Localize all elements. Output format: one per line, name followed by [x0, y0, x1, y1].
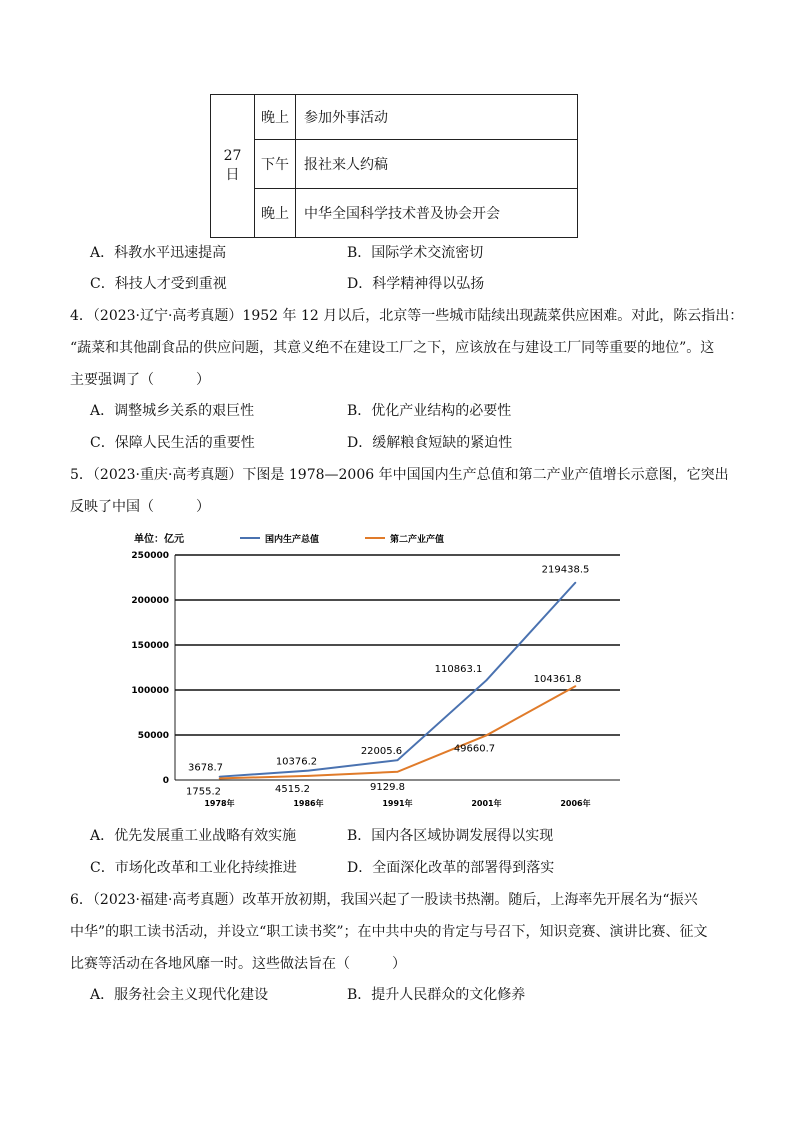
- q4-option-b[interactable]: B．优化产业结构的必要性: [347, 403, 512, 419]
- time-cell: 晚上: [255, 189, 296, 238]
- table-row: [211, 189, 578, 238]
- q3-option-b[interactable]: B．国际学术交流密切: [347, 245, 484, 261]
- q6-option-a[interactable]: A．服务社会主义现代化建设: [90, 987, 269, 1003]
- data-label: 3678.7: [188, 762, 223, 774]
- time-cell: 晚上: [255, 95, 296, 140]
- data-point: [219, 778, 221, 780]
- q3-option-c[interactable]: C．科技人才受到重视: [90, 276, 227, 292]
- q5-option-a[interactable]: A．优先发展重工业战略有效实施: [90, 828, 297, 844]
- q6-stem-line3: 比赛等活动在各地风靡一时。这些做法旨在（ ）: [70, 956, 406, 972]
- data-label: 9129.8: [370, 781, 405, 793]
- q4-option-d[interactable]: D．缓解粮食短缺的紧迫性: [347, 435, 513, 451]
- chart-svg: [120, 520, 640, 820]
- y-tick-label: 0: [162, 776, 169, 786]
- gdp-chart: [120, 520, 640, 820]
- data-label: 219438.5: [541, 564, 590, 576]
- data-point: [486, 679, 488, 681]
- table-row: [211, 95, 578, 140]
- q4-stem-line1: 4．（2023·辽宁·高考真题）1952 年 12 月以后，北京等一些城市陆续出现蔬菜供应困难。对此，陈云指出：: [70, 308, 744, 324]
- q5-option-c[interactable]: C．市场化改革和工业化持续推进: [90, 860, 297, 876]
- x-tick-label: 2001年: [471, 799, 502, 808]
- schedule-table: [210, 94, 578, 238]
- q6-stem-line2: 中华”的职工读书活动，并设立“职工读书奖”；在中共中央的肯定与号召下，知识竞赛、演讲比赛、征文: [70, 924, 708, 940]
- time-cell: 下午: [255, 140, 296, 189]
- q4-stem-line3: 主要强调了（ ）: [70, 372, 210, 388]
- data-point: [308, 775, 310, 777]
- data-point: [308, 770, 310, 772]
- q4-option-a[interactable]: A．调整城乡关系的艰巨性: [90, 403, 255, 419]
- data-label: 22005.6: [360, 746, 403, 758]
- q3-option-a[interactable]: A．科教水平迅速提高: [90, 245, 227, 261]
- table-row: [211, 140, 578, 189]
- data-point: [397, 759, 399, 761]
- event-cell: 中华全国科学技术普及协会开会: [296, 189, 578, 238]
- y-tick-label: 50000: [137, 731, 169, 741]
- y-tick-label: 150000: [131, 641, 169, 651]
- q5-option-b[interactable]: B．国内各区域协调发展得以实现: [347, 828, 554, 844]
- x-tick-label: 1978年: [204, 799, 235, 808]
- data-label: 104361.8: [533, 674, 582, 686]
- x-tick-label: 1991年: [382, 799, 413, 808]
- y-tick-label: 100000: [131, 686, 169, 696]
- x-tick-label: 1986年: [293, 799, 324, 808]
- q5-stem-line2: 反映了中国（ ）: [70, 499, 210, 515]
- data-point: [397, 771, 399, 773]
- y-tick-label: 200000: [131, 596, 169, 606]
- data-label: 49660.7: [453, 743, 496, 755]
- legend-label: 国内生产总值: [265, 535, 320, 545]
- data-point: [219, 776, 221, 778]
- q6-option-b[interactable]: B．提升人民群众的文化修养: [347, 987, 526, 1003]
- legend-label: 第二产业产值: [390, 535, 445, 545]
- q3-option-d[interactable]: D．科学精神得以弘扬: [347, 276, 485, 292]
- data-label: 10376.2: [275, 756, 318, 768]
- event-cell: 报社来人约稿: [296, 140, 578, 189]
- day-cell: 27日: [211, 95, 255, 238]
- data-label: 4515.2: [275, 783, 310, 795]
- chart-legend: [240, 533, 444, 545]
- q5-stem-line1: 5．（2023·重庆·高考真题）下图是 1978—2006 年中国国内生产总值和第二产业产值增长示意图，它突出: [70, 467, 729, 483]
- chart-unit-label: 单位：亿元: [134, 534, 184, 545]
- q4-stem-line2: “蔬菜和其他副食品的供应问题，其意义绝不在建设工厂之下，应该放在与建设工厂同等重要的地位”。这: [70, 340, 715, 356]
- event-cell: 参加外事活动: [296, 95, 578, 140]
- q4-option-c[interactable]: C．保障人民生活的重要性: [90, 435, 255, 451]
- q5-option-d[interactable]: D．全面深化改革的部署得到落实: [347, 860, 555, 876]
- data-point: [575, 685, 577, 687]
- series-line: [220, 686, 576, 778]
- q6-stem-line1: 6．（2023·福建·高考真题）改革开放初期，我国兴起了一股读书热潮。随后，上海率先开展名为“振兴: [70, 892, 698, 908]
- data-label: 110863.1: [434, 664, 483, 676]
- y-tick-label: 250000: [131, 551, 169, 561]
- x-tick-label: 2006年: [560, 799, 591, 808]
- data-point: [486, 735, 488, 737]
- data-point: [575, 582, 577, 584]
- data-label: 1755.2: [186, 786, 221, 798]
